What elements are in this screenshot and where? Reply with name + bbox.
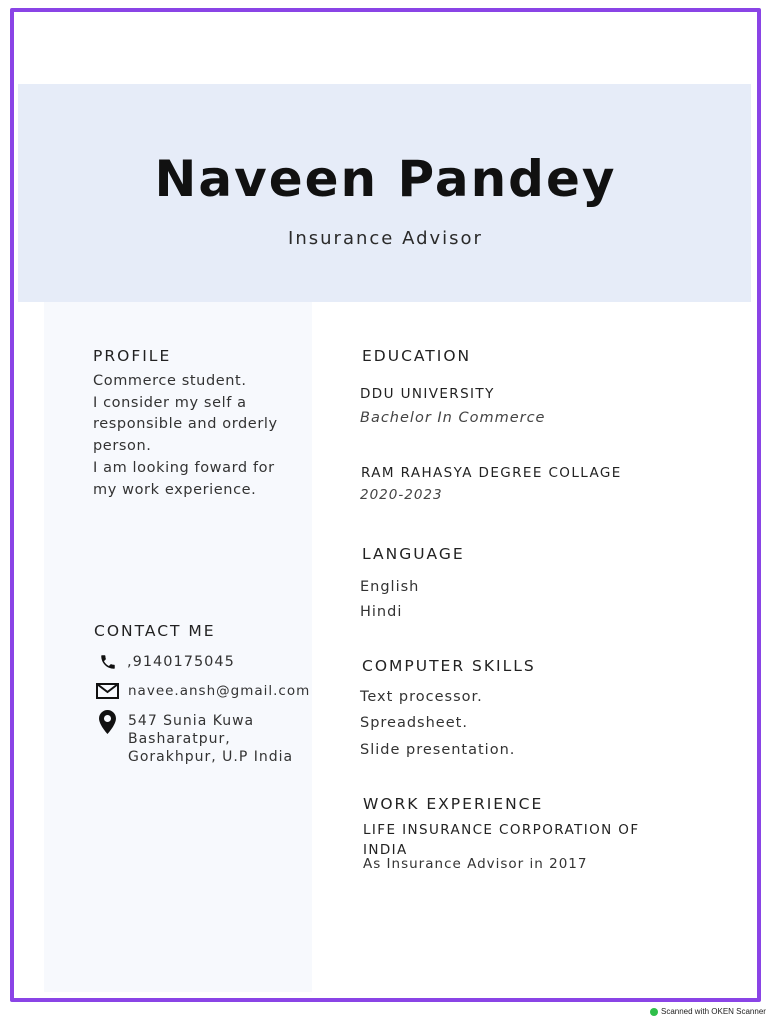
profile-line: I consider my self a xyxy=(93,394,247,411)
education-institution: DDU UNIVERSITY xyxy=(360,386,495,402)
address-line: Basharatpur, xyxy=(128,731,231,747)
profile-text xyxy=(93,371,278,501)
address-line: Gorakhpur, U.P India xyxy=(128,749,294,765)
scanner-note-text: Scanned with OKEN Scanner xyxy=(661,1007,766,1016)
contact-email[interactable]: navee.ansh@gmail.com xyxy=(128,683,311,699)
candidate-name: Naveen Pandey xyxy=(154,150,617,208)
contact-address xyxy=(128,712,293,766)
skill-item: Spreadsheet. xyxy=(360,715,468,731)
education-institution: RAM RAHASYA DEGREE COLLAGE xyxy=(361,465,622,481)
skill-item: Text processor. xyxy=(360,689,483,705)
contact-heading: CONTACT ME xyxy=(94,622,216,640)
address-line: 547 Sunia Kuwa xyxy=(128,713,255,729)
profile-line: my work experience. xyxy=(93,481,257,498)
work-company-line: LIFE INSURANCE CORPORATION OF xyxy=(363,822,640,838)
profile-line: Commerce student. xyxy=(93,373,247,389)
education-heading: EDUCATION xyxy=(362,347,472,365)
profile-line: person. xyxy=(93,438,152,455)
profile-heading: PROFILE xyxy=(93,347,172,365)
language-item: Hindi xyxy=(360,604,403,620)
contact-phone[interactable]: ,9140175045 xyxy=(127,654,235,670)
profile-line: I am looking foward for xyxy=(93,459,275,476)
work-experience-heading: WORK EXPERIENCE xyxy=(363,795,544,813)
language-item: English xyxy=(360,579,420,595)
phone-icon xyxy=(98,653,118,671)
work-role: As Insurance Advisor in 2017 xyxy=(363,856,588,872)
language-heading: LANGUAGE xyxy=(362,545,465,563)
skill-item: Slide presentation. xyxy=(360,742,516,758)
education-detail: 2020-2023 xyxy=(360,487,443,503)
profile-line: responsible and orderly xyxy=(93,416,278,433)
candidate-role: Insurance Advisor xyxy=(288,228,483,249)
scanner-watermark xyxy=(650,1007,766,1016)
location-pin-icon xyxy=(99,710,116,734)
work-company-line: INDIA xyxy=(363,842,408,858)
education-detail: Bachelor In Commerce xyxy=(360,410,546,426)
scanner-logo-icon xyxy=(650,1008,658,1016)
mail-icon xyxy=(96,683,119,699)
computer-skills-heading: COMPUTER SKILLS xyxy=(362,657,536,675)
